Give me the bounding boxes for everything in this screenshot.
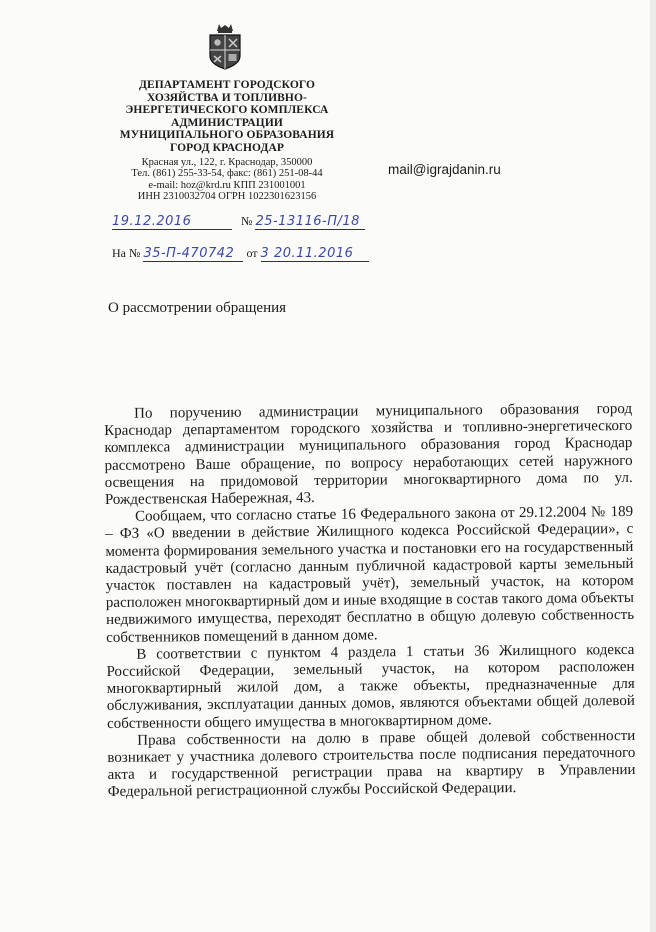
reply-prefix: На №	[112, 246, 141, 260]
body-paragraph: Права собственности на долю в праве общей долевой собственности возникает у участника долевого строительства после подписания передаточного акта и государственной регистрации права на квартиру в Управлении Федеральной регистрационной службы Российской Федерации.	[107, 727, 636, 801]
body-paragraph: По поручению администрации муниципального образования город Краснодар департаментом городского хозяйства и топливно-энергетического комплекса администрации муниципального образования город Краснодар рассмотрено Ваше обращение, по вопросу неработающих сетей наружного освещения на придомовой территории многоквартирного дома по ул. Рождественская Набережная, 43.	[104, 400, 633, 509]
organization-name	[112, 79, 342, 155]
scan-edge-shadow	[650, 0, 656, 932]
org-line: ЭНЕРГЕТИЧЕСКОГО КОМПЛЕКСА	[125, 104, 329, 117]
body-paragraph: В соответствии с пунктом 4 раздела 1 статьи 36 Жилищного кодекса Российской Федерации, земельный участок, на котором расположен многоквартирный жилой дом, а также объекты, предназначенные для обслуживания, эксплуатации данных домов, являются объектами общей долевой собственности общего имущества в многоквартирном доме.	[106, 641, 635, 732]
reply-registration	[112, 246, 369, 262]
city-coat-of-arms-icon	[207, 22, 243, 70]
reply-date: 3 20.11.2016	[261, 246, 369, 262]
contact-phone-fax: Тел. (861) 255-33-54, факс: (861) 251-08-44	[131, 168, 323, 180]
outgoing-registration	[112, 214, 365, 230]
from-label: от	[246, 246, 258, 260]
org-line: ДЕПАРТАМЕНТ ГОРОДСКОГО	[138, 79, 316, 91]
contact-address: Красная ул., 122, г. Краснодар, 350000	[141, 156, 313, 168]
reply-number: 35-П-470742	[143, 246, 243, 262]
org-line: ХОЗЯЙСТВА И ТОПЛИВНО-	[147, 91, 307, 104]
outgoing-number: 25-13116-П/18	[255, 214, 365, 230]
letter-subject: О рассмотрении обращения	[108, 300, 287, 316]
org-line: ГОРОД КРАСНОДАР	[169, 141, 285, 154]
org-line: МУНИЦИПАЛЬНОГО ОБРАЗОВАНИЯ	[119, 129, 335, 142]
outgoing-date: 19.12.2016	[112, 214, 232, 230]
letterhead	[112, 79, 342, 203]
contact-email-kpp: e-mail: hoz@krd.ru КПП 231001001	[148, 179, 306, 191]
recipient-email: mail@igrajdanin.ru	[388, 162, 501, 177]
contact-inn-ogrn: ИНН 2310032704 ОГРН 1022301623156	[137, 191, 317, 203]
contact-block	[112, 157, 342, 203]
letter-body	[104, 401, 636, 802]
number-prefix: №	[241, 214, 253, 228]
org-line: АДМИНИСТРАЦИИ	[171, 116, 283, 129]
body-paragraph: Сообщаем, что согласно статье 16 Федерального закона от 29.12.2004 № 189 – ФЗ «О введении в действие Жилищного кодекса Российской Федерации», с момента формирования земельного участка и постановки его на государственный кадастровый учёт (согласно данным публичной кадастровой карты земельный участок поставлен на кадастровый учёт), земельный участок, на котором расположен многоквартирный дом и иные входящие в состав такого дома объекты недвижимого имущества, переходят бесплатно в общую долевую собственность собственников помещений в данном доме.	[105, 504, 635, 646]
